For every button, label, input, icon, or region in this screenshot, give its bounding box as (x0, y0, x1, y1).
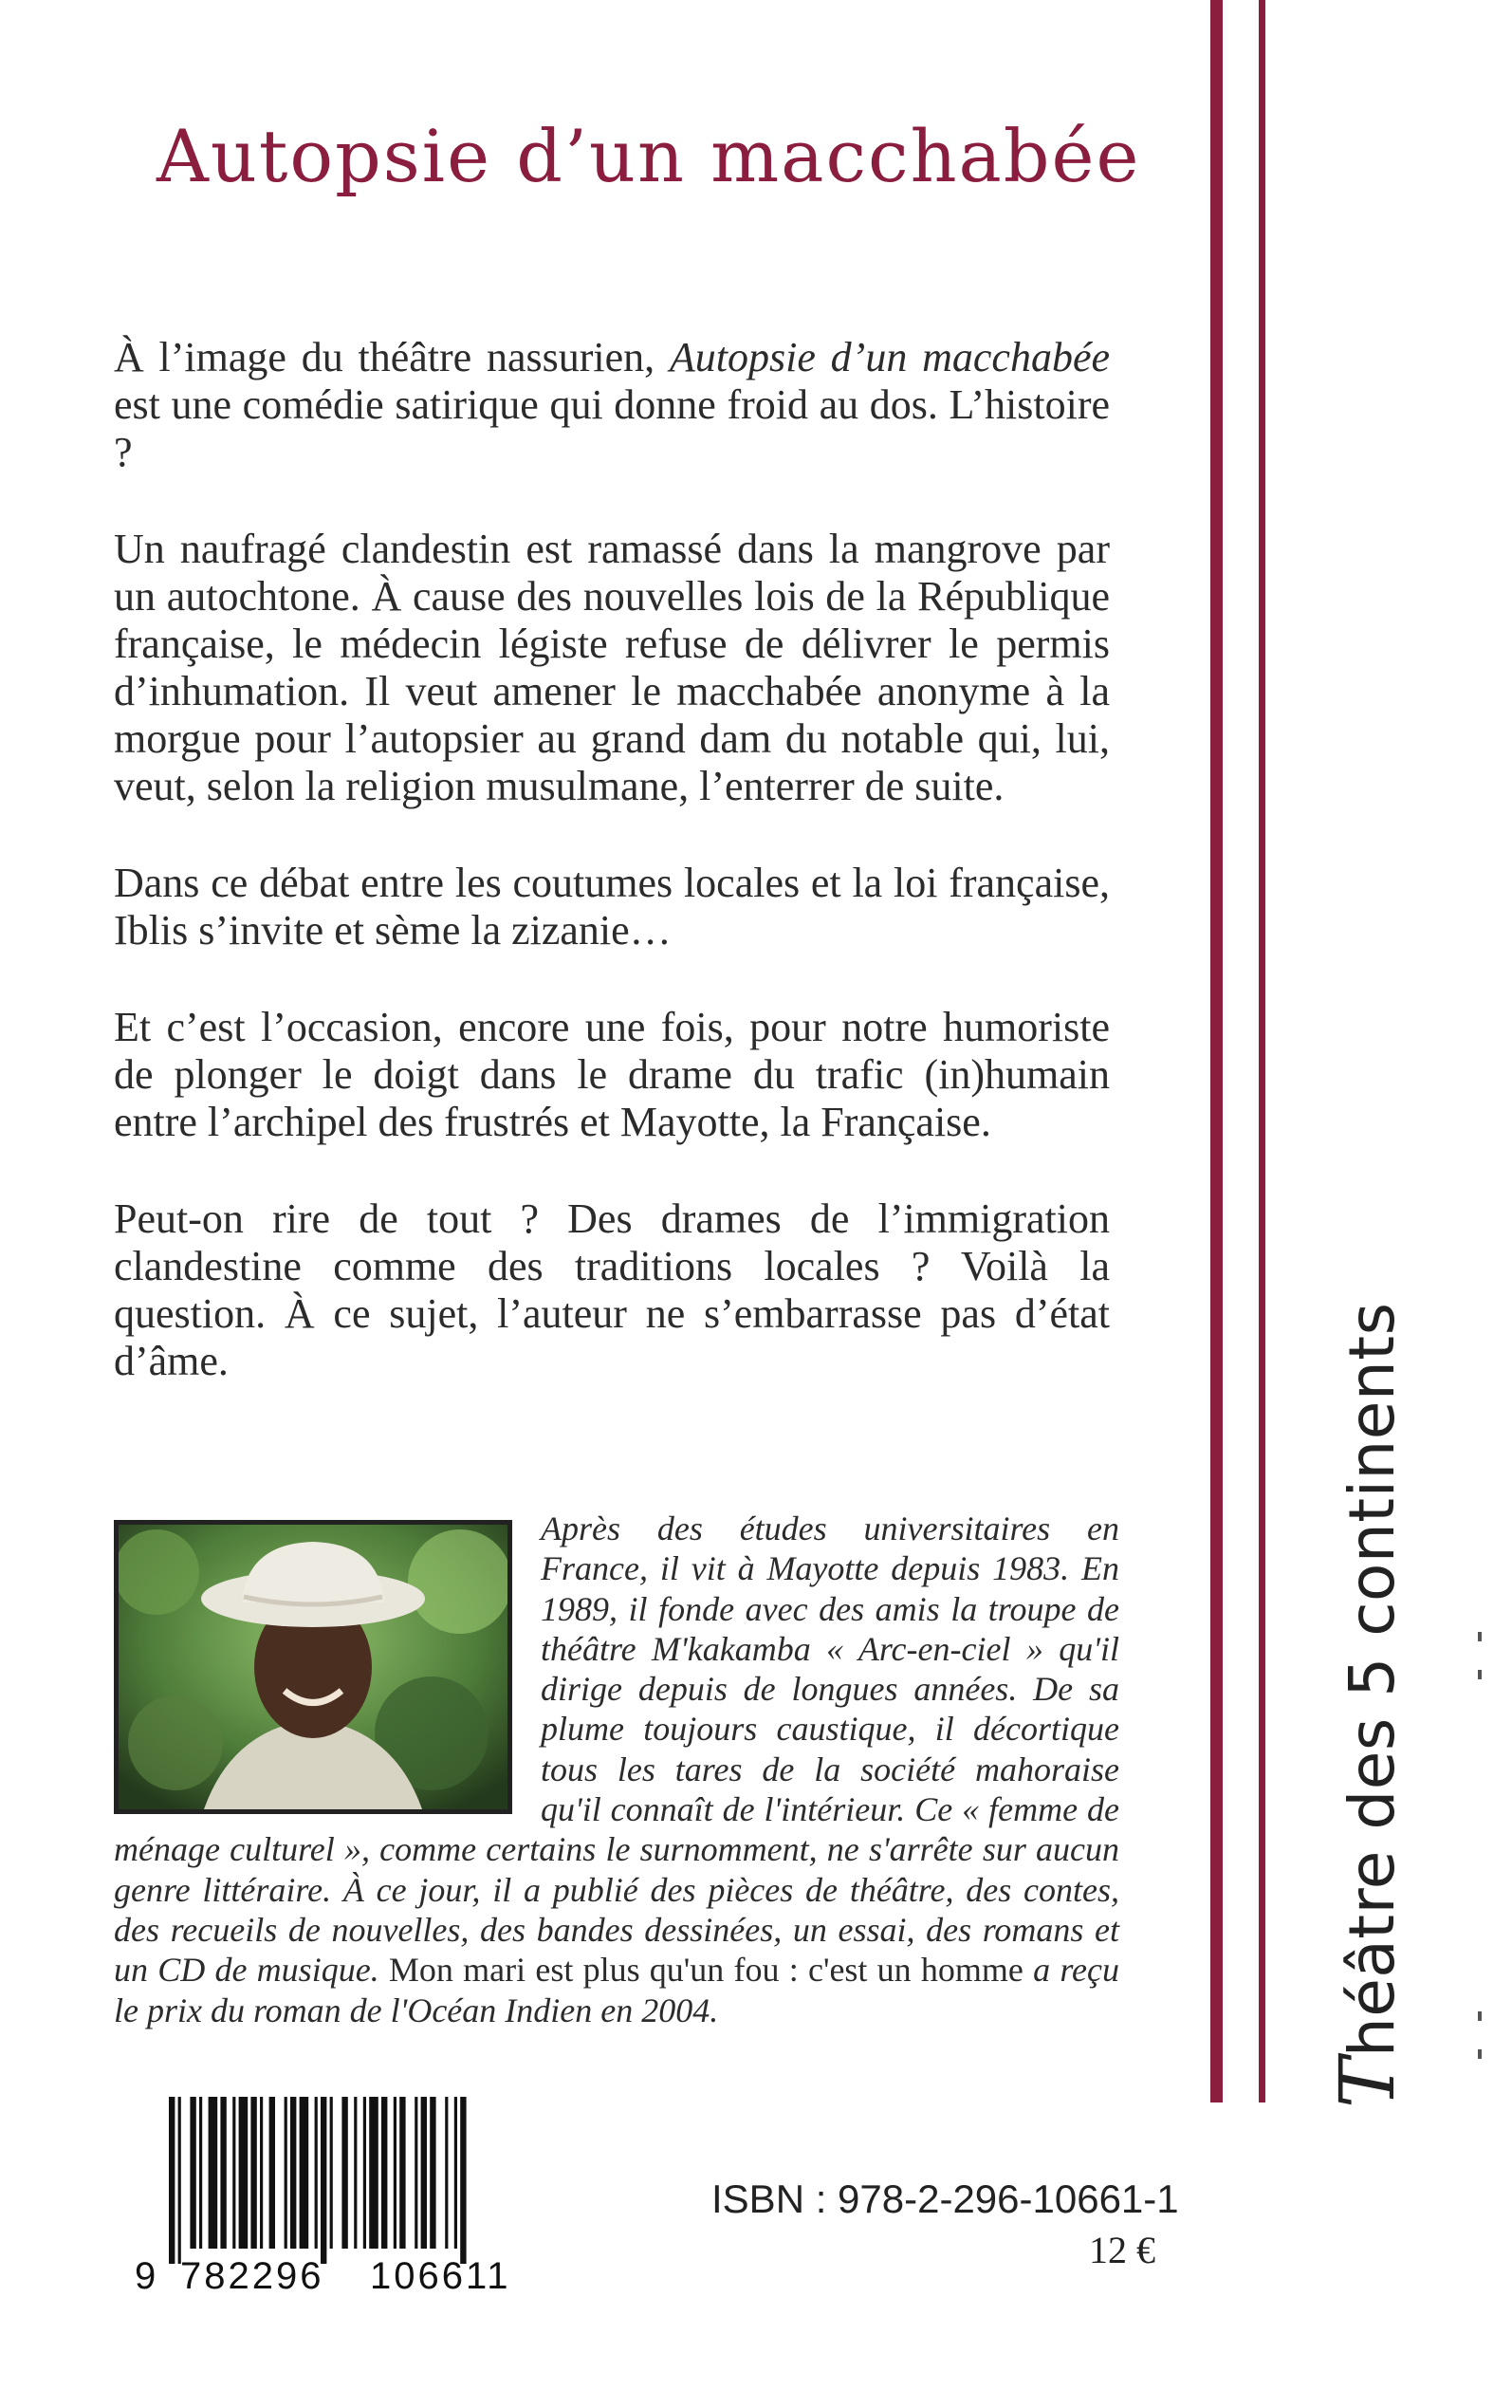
trim-mark (1478, 2011, 1482, 2021)
bio-normal: Mon mari est plus qu'un fou : c'est un homme (378, 1951, 1034, 1990)
bio-end: a reçu le prix du roman de l'Océan Indien en 2004. (114, 1951, 1119, 2029)
collection-rest: héâtre des 5 continents (1336, 1302, 1409, 2058)
barcode-bar (239, 2097, 249, 2249)
author-portrait-icon (119, 1525, 507, 1809)
barcode-bar (354, 2097, 357, 2249)
collection-initial: T (1323, 2057, 1411, 2108)
barcode-bar (269, 2097, 275, 2249)
barcode-bar (290, 2097, 296, 2249)
barcode-bar (445, 2097, 448, 2249)
barcode-bar (369, 2097, 378, 2249)
barcode-bar (399, 2097, 405, 2249)
bio-main: Après des études universitaires en France, il vit à Mayotte depuis 1983. En 1989, il fonde avec des amis la troupe de théâtre M'kakamba « Arc-en-ciel » qu'il dirige depuis de longues années. De sa plume toujours caustique, il décortique tous les tares de la société mahoraise qu'il connaît de l'intérieur. Ce « femme de ménage culturel », comme certains le surnomment, ne s'arrête sur aucun genre littéraire. À ce jour, il a publié des pièces de théâtre, des contes, des recueils de nouvelles, des bandes dessinées, un essai, des romans et un CD de musique. (114, 1510, 1119, 1990)
author-photo (114, 1520, 512, 1814)
blurb-paragraph-1 (114, 334, 1110, 476)
barcode-bar (321, 2097, 326, 2264)
blurb-p1-title: Autopsie d’un macchabée (669, 334, 1110, 380)
blurb-paragraph-5: Peut-on rire de tout ? Des drames de l’immigration clandestine comme des traditions locales ? Voilà la question. À ce sujet, l’auteur ne s’embarrasse pas d’état d’âme. (114, 1195, 1110, 1384)
barcode-bar (421, 2097, 427, 2249)
barcode-bar (300, 2097, 309, 2249)
blurb-p1-end: est une comédie satirique qui donne froid au dos. L’histoire ? (114, 381, 1110, 475)
barcode-first-digit: 9 (135, 2255, 157, 2296)
barcode-bar (169, 2097, 175, 2264)
barcode-bar (209, 2097, 218, 2249)
barcode-bar (260, 2097, 263, 2249)
barcode (135, 2097, 552, 2296)
accent-rule-thick (1210, 0, 1223, 2102)
barcode-bar (199, 2097, 202, 2249)
barcode-bar (220, 2097, 226, 2249)
barcode-bar (315, 2097, 318, 2249)
blurb-paragraph-4: Et c’est l’occasion, encore une fois, pour notre humoriste de plonger le doigt dans le drame du trafic (in)humain entre l’archipel des frustrés et Mayotte, la Française. (114, 1004, 1110, 1145)
blurb (114, 334, 1110, 1435)
barcode-bar (381, 2097, 387, 2249)
barcode-bar (363, 2097, 366, 2249)
isbn: ISBN : 978-2-296-10661-1 (711, 2176, 1179, 2221)
trim-mark (1478, 2049, 1482, 2059)
barcode-bars (169, 2097, 467, 2264)
barcode-bar (232, 2097, 235, 2249)
barcode-bar (330, 2097, 333, 2249)
barcode-bar (454, 2097, 457, 2249)
barcode-bar (430, 2097, 435, 2249)
blurb-paragraph-3: Dans ce débat entre les coutumes locales et la loi française, Iblis s’invite et sème la zizanie… (114, 860, 1110, 954)
trim-mark (1478, 1670, 1482, 1679)
barcode-bar (285, 2097, 287, 2249)
collection-name (1323, 1292, 1411, 2108)
barcode-bar (341, 2097, 347, 2249)
barcode-group-2: 106611 (370, 2255, 511, 2296)
price: 12 € (1089, 2229, 1155, 2271)
blurb-p1-start: À l’image du théâtre nassurien, (114, 334, 670, 380)
accent-rule-thin (1259, 0, 1265, 2102)
barcode-bar (394, 2097, 396, 2249)
barcode-bar (190, 2097, 195, 2249)
barcode-bar (178, 2097, 181, 2264)
barcode-bar (415, 2097, 417, 2249)
barcode-bar (250, 2097, 256, 2249)
trim-mark (1478, 1632, 1482, 1641)
barcode-group-1: 782296 (180, 2255, 324, 2296)
blurb-paragraph-2: Un naufragé clandestin est ramassé dans la mangrove par un autochtone. À cause des nouvelles lois de la République française, le médecin légiste refuse de délivrer le permis d’inhumation. Il veut amener le macchabée anonyme à la morgue pour l’autopsier au grand dam du notable qui, lui, veut, selon la religion musulmane, l’enterrer de suite. (114, 526, 1110, 809)
book-title: Autopsie d’un macchabée (157, 114, 1141, 198)
barcode-bar (460, 2097, 466, 2264)
